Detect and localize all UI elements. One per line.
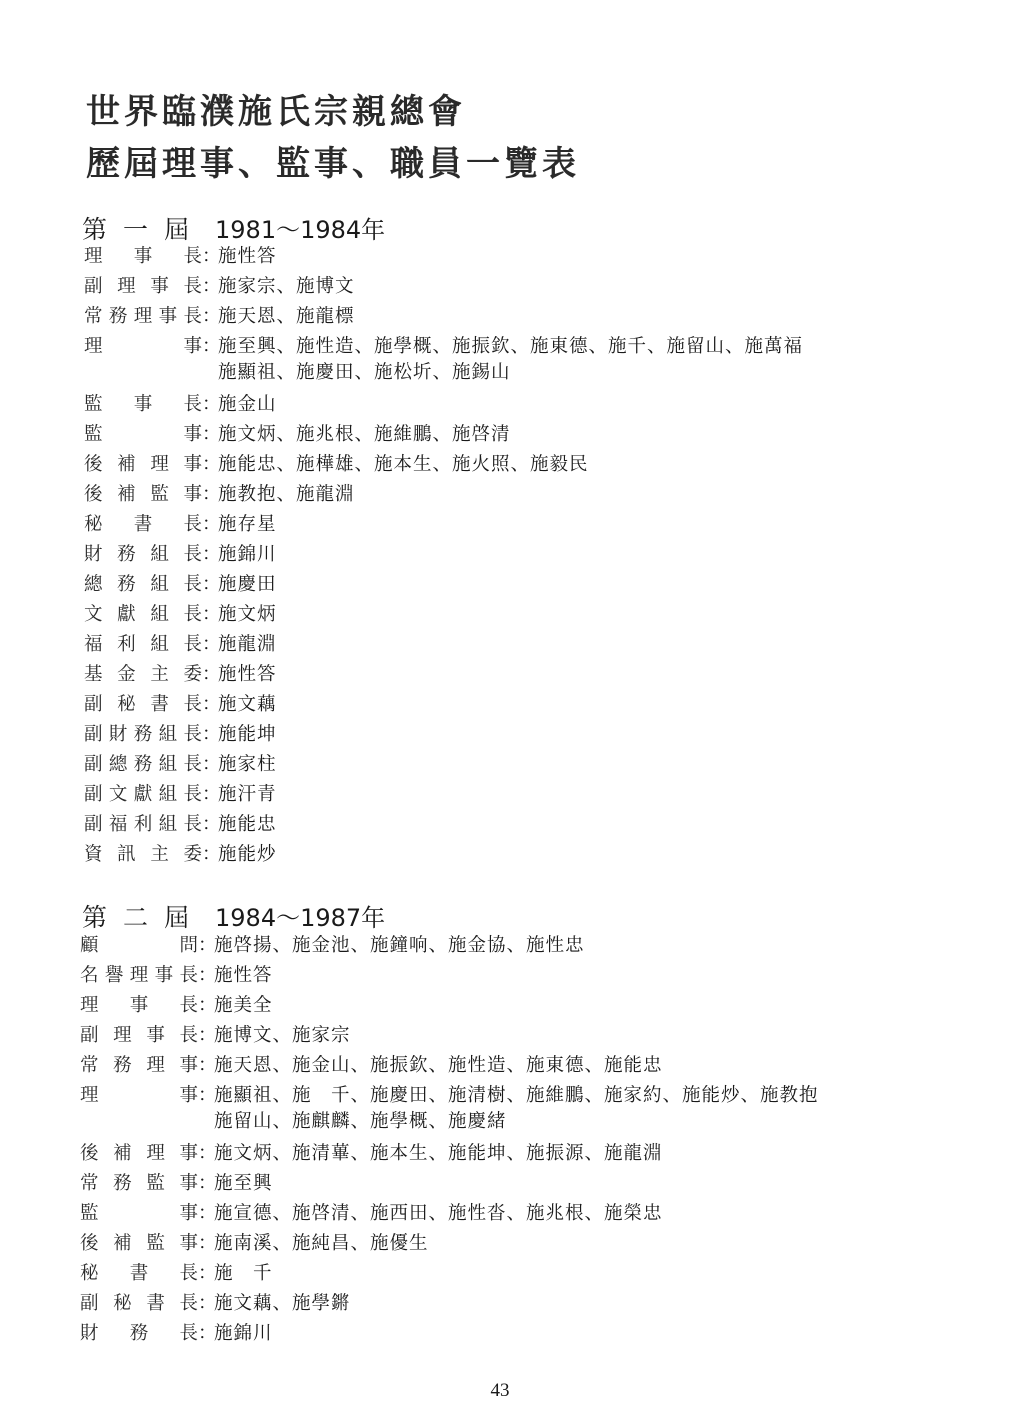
role-label: 總務組長: [84, 574, 202, 595]
colon-separator: ：: [198, 1293, 217, 1314]
member-names: 施文炳: [218, 604, 277, 625]
role-label: 監事: [84, 424, 202, 445]
role-label: 顧問: [80, 935, 198, 956]
colon-separator: ：: [198, 1233, 217, 1254]
roster-row: [84, 302, 355, 332]
role-label: 監事: [80, 1203, 198, 1224]
role-label: 常務理事長: [84, 306, 202, 327]
section-years: 1981～1984年: [215, 216, 386, 244]
roster-row: [84, 810, 277, 840]
role-label: 理事長: [84, 246, 202, 267]
roster-row: [84, 272, 355, 302]
roster-row: [84, 630, 277, 660]
member-names: 施 千: [214, 1263, 273, 1284]
colon-separator: ：: [198, 1203, 217, 1224]
colon-separator: ：: [198, 1055, 217, 1076]
roster-row: [80, 1289, 351, 1319]
role-label: 財務組長: [84, 544, 202, 565]
roster-row: [84, 720, 277, 750]
member-names: 施文藕: [218, 694, 277, 715]
member-names: 施性答: [218, 664, 277, 685]
role-label: 後補理事: [80, 1143, 198, 1164]
member-names: 施能忠: [218, 814, 277, 835]
title-line-1: 世界臨濮施氏宗親總會: [86, 92, 466, 132]
role-label: 副總務組長: [84, 754, 202, 775]
colon-separator: ：: [202, 514, 221, 535]
member-names: 施錦川: [214, 1323, 273, 1344]
roster-row: [84, 420, 511, 450]
role-label: 財務長: [80, 1323, 198, 1344]
colon-separator: ：: [202, 664, 221, 685]
roster-row: [84, 450, 589, 480]
section-heading: [82, 898, 385, 934]
colon-separator: ：: [202, 694, 221, 715]
member-names: 施家宗、施博文: [218, 276, 355, 297]
member-names: 施性答: [214, 965, 273, 986]
colon-separator: ：: [202, 634, 221, 655]
colon-separator: ：: [202, 784, 221, 805]
roster-row: [84, 242, 277, 272]
member-names: 施性答: [218, 246, 277, 267]
member-names: 施能忠、施樺雄、施本生、施火照、施毅民: [218, 454, 589, 475]
role-label: 福利組長: [84, 634, 202, 655]
roster-row: [80, 1021, 351, 1051]
roster-row: [80, 1139, 663, 1169]
role-label: 秘書長: [80, 1263, 198, 1284]
member-names: 施天恩、施金山、施振欽、施性造、施東德、施能忠: [214, 1055, 663, 1076]
role-label: 理事長: [80, 995, 198, 1016]
member-names: 施美全: [214, 995, 273, 1016]
member-names-continued: 施顯祖、施慶田、施松圻、施錫山: [218, 362, 511, 383]
roster-row: [84, 570, 277, 600]
colon-separator: ：: [202, 724, 221, 745]
role-label: 理事: [80, 1085, 198, 1106]
colon-separator: ：: [202, 276, 221, 297]
roster-row: [84, 510, 277, 540]
member-names-continued: 施留山、施麒麟、施學概、施慶緒: [214, 1111, 507, 1132]
colon-separator: ：: [202, 484, 221, 505]
colon-separator: ：: [202, 814, 221, 835]
roster-row: [84, 780, 277, 810]
member-names: 施文藕、施學鏘: [214, 1293, 351, 1314]
page-number: 43: [490, 1380, 510, 1401]
member-names: 施至興: [214, 1173, 273, 1194]
colon-separator: ：: [202, 604, 221, 625]
colon-separator: ：: [202, 754, 221, 775]
colon-separator: ：: [198, 995, 217, 1016]
roster-row: [84, 660, 277, 690]
colon-separator: ：: [202, 306, 221, 327]
roster-row: [80, 1169, 273, 1199]
title-line-2: 歷屆理事、監事、職員一覽表: [86, 144, 580, 184]
roster-row: [80, 931, 585, 961]
colon-separator: ：: [202, 246, 221, 267]
member-names: 施家柱: [218, 754, 277, 775]
role-label: 副財務組長: [84, 724, 202, 745]
colon-separator: ：: [202, 844, 221, 865]
roster-row: [80, 1229, 429, 1259]
member-names: 施金山: [218, 394, 277, 415]
role-label: 副理事長: [84, 276, 202, 297]
section-years: 1984～1987年: [215, 904, 386, 932]
role-label: 常務理事: [80, 1055, 198, 1076]
role-label: 名譽理事長: [80, 965, 198, 986]
roster-row: [84, 390, 277, 420]
member-names: 施龍淵: [218, 634, 277, 655]
roster-row: [84, 600, 277, 630]
role-label: 副文獻組長: [84, 784, 202, 805]
colon-separator: ：: [202, 574, 221, 595]
colon-separator: ：: [202, 424, 221, 445]
member-names: 施南溪、施純昌、施優生: [214, 1233, 429, 1254]
roster-row: [80, 1319, 273, 1349]
member-names: 施文炳、施兆根、施維鵬、施啓清: [218, 424, 511, 445]
roster-row: [84, 540, 277, 570]
colon-separator: ：: [198, 935, 217, 956]
roster-row: [84, 840, 277, 870]
roster-row: [84, 690, 277, 720]
member-names: 施至興、施性造、施學概、施振欽、施東德、施千、施留山、施萬福: [218, 336, 804, 357]
roster-row: [80, 1199, 663, 1229]
member-names: 施博文、施家宗: [214, 1025, 351, 1046]
role-label: 資訊主委: [84, 844, 202, 865]
roster-row: [80, 961, 273, 991]
member-names: 施教抱、施龍淵: [218, 484, 355, 505]
role-label: 副秘書長: [84, 694, 202, 715]
member-names: 施錦川: [218, 544, 277, 565]
colon-separator: ：: [198, 1173, 217, 1194]
roster-row: [84, 750, 277, 780]
member-names: 施顯祖、施 千、施慶田、施清樹、施維鵬、施家約、施能炒、施教抱: [214, 1085, 819, 1106]
colon-separator: ：: [198, 965, 217, 986]
roster-row: [80, 1051, 663, 1081]
colon-separator: ：: [198, 1263, 217, 1284]
member-names: 施慶田: [218, 574, 277, 595]
colon-separator: ：: [202, 394, 221, 415]
member-names: 施存星: [218, 514, 277, 535]
member-names: 施宣德、施啓清、施西田、施性沓、施兆根、施榮忠: [214, 1203, 663, 1224]
colon-separator: ：: [198, 1025, 217, 1046]
section-heading: [82, 210, 385, 246]
colon-separator: ：: [202, 336, 221, 357]
member-names: 施汗青: [218, 784, 277, 805]
role-label: 文獻組長: [84, 604, 202, 625]
member-names: 施天恩、施龍標: [218, 306, 355, 327]
role-label: 基金主委: [84, 664, 202, 685]
member-names: 施文炳、施清蓽、施本生、施能坤、施振源、施龍淵: [214, 1143, 663, 1164]
section-label: 第二屆: [82, 903, 206, 932]
role-label: 秘書長: [84, 514, 202, 535]
colon-separator: ：: [202, 454, 221, 475]
roster-row: [80, 1259, 273, 1289]
role-label: 監事長: [84, 394, 202, 415]
colon-separator: ：: [198, 1085, 217, 1106]
role-label: 副理事長: [80, 1025, 198, 1046]
colon-separator: ：: [202, 544, 221, 565]
role-label: 後補監事: [80, 1233, 198, 1254]
colon-separator: ：: [198, 1323, 217, 1344]
role-label: 常務監事: [80, 1173, 198, 1194]
role-label: 後補理事: [84, 454, 202, 475]
role-label: 後補監事: [84, 484, 202, 505]
role-label: 副秘書長: [80, 1293, 198, 1314]
section-label: 第一屆: [82, 215, 206, 244]
role-label: 理事: [84, 336, 202, 357]
role-label: 副福利組長: [84, 814, 202, 835]
colon-separator: ：: [198, 1143, 217, 1164]
member-names: 施能炒: [218, 844, 277, 865]
roster-row: [84, 480, 355, 510]
member-names: 施啓揚、施金池、施鐘响、施金協、施性忠: [214, 935, 585, 956]
member-names: 施能坤: [218, 724, 277, 745]
roster-row: [80, 991, 273, 1021]
